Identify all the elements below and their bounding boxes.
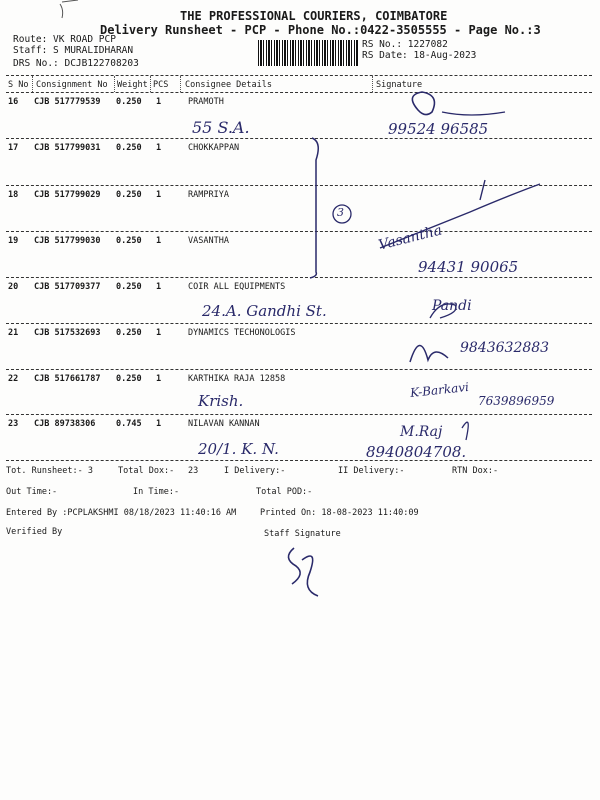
row-weight: 0.250: [116, 97, 142, 107]
handwriting-r19-phone: 94431 90065: [418, 258, 519, 276]
row-sno: 22: [8, 374, 19, 384]
row-consignee: DYNAMICS TECHONOLOGIS: [188, 328, 296, 338]
route-label: Route: VK ROAD PCP: [13, 34, 116, 45]
row-consignment: CJB 517799030: [34, 236, 101, 246]
staff-signature-label: Staff Signature: [264, 529, 341, 539]
handwriting-r23-address: 20/1. K. N.: [198, 440, 279, 458]
row-sno: 21: [8, 328, 19, 338]
row-consignment: CJB 517532693: [34, 328, 101, 338]
i-delivery: I Delivery:-: [224, 466, 286, 476]
row-consignee: VASANTHA: [188, 236, 229, 246]
row-sno: 16: [8, 97, 19, 107]
row-weight: 0.250: [116, 374, 142, 384]
in-time: In Time:-: [133, 487, 180, 497]
handwriting-r22-phone: 7639896959: [478, 394, 555, 408]
handwriting-r23-phone: 8940804708.: [366, 443, 467, 461]
row-sno: 19: [8, 236, 19, 246]
row-consignee: COIR ALL EQUIPMENTS: [188, 282, 286, 292]
row-consignment: CJB 89738306: [34, 419, 96, 429]
handwriting-r20-address: 24.A. Gandhi St.: [202, 302, 327, 320]
row-pcs: 1: [156, 374, 162, 384]
row-weight: 0.745: [116, 419, 142, 429]
staff-label: Staff: S MURALIDHARAN: [13, 45, 134, 56]
row-sno: 18: [8, 190, 19, 200]
row-consignee: KARTHIKA RAJA 12858: [188, 374, 286, 384]
row-consignment: CJB 517709377: [34, 282, 101, 292]
ii-delivery: II Delivery:-: [338, 466, 405, 476]
total-pod: Total POD:-: [256, 487, 313, 497]
verified-by: Verified By: [6, 527, 63, 537]
row-consignee: NILAVAN KANNAN: [188, 419, 260, 429]
col-pcs: PCS: [153, 80, 169, 90]
company-title: THE PROFESSIONAL COURIERS, COIMBATORE: [180, 9, 448, 23]
row-consignment: CJB 517661787: [34, 374, 101, 384]
row-pcs: 1: [156, 236, 162, 246]
col-signature: Signature: [376, 80, 423, 90]
handwriting-r16-signature: 99524 96585: [388, 120, 489, 138]
col-sno: S No: [8, 80, 29, 90]
row-consignment: CJB 517799031: [34, 143, 101, 153]
col-consignment: Consignment No: [36, 80, 108, 90]
row-consignee: CHOKKAPPAN: [188, 143, 240, 153]
row-pcs: 1: [156, 190, 162, 200]
row-pcs: 1: [156, 419, 162, 429]
col-weight: Weight: [117, 80, 148, 90]
row-consignee: PRAMOTH: [188, 97, 224, 107]
row-sno: 20: [8, 282, 19, 292]
row-weight: 0.250: [116, 328, 142, 338]
row-weight: 0.250: [116, 143, 142, 153]
handwriting-r16-address: 55 S.A.: [192, 118, 250, 137]
entered-by: Entered By :PCPLAKSHMI 08/18/2023 11:40:16 AM: [6, 508, 237, 518]
row-pcs: 1: [156, 143, 162, 153]
row-consignment: CJB 517799029: [34, 190, 101, 200]
handwriting-r23-name: M.Raj: [400, 424, 443, 440]
handwriting-r19-signature: Vasantha: [377, 222, 444, 254]
row-weight: 0.250: [116, 190, 142, 200]
rtn-dox: RTN Dox:-: [452, 466, 499, 476]
row-pcs: 1: [156, 282, 162, 292]
handwriting-r20-signature: Pandi: [432, 298, 472, 314]
rs-number: RS No.: 1227082: [362, 39, 448, 50]
rs-date: RS Date: 18-Aug-2023: [362, 50, 477, 61]
total-dox-value: 23: [188, 466, 199, 476]
handwriting-r22-name: K-Barkavi: [409, 379, 470, 401]
row-sno: 17: [8, 143, 19, 153]
out-time: Out Time:-: [6, 487, 58, 497]
handwriting-r22-address: Krish.: [198, 392, 244, 410]
row-weight: 0.250: [116, 236, 142, 246]
row-weight: 0.250: [116, 282, 142, 292]
drs-number: DRS No.: DCJB122708203: [13, 58, 139, 69]
col-consignee: Consignee Details: [185, 80, 272, 90]
handwriting-bracket-mark: 3: [337, 206, 344, 219]
total-dox-label: Total Dox:-: [118, 466, 175, 476]
printed-on: Printed On: 18-08-2023 11:40:09: [260, 508, 419, 518]
runsheet-title: Delivery Runsheet - PCP - Phone No.:0422-3505555 - Page No.:3: [100, 23, 541, 37]
row-sno: 23: [8, 419, 19, 429]
row-pcs: 1: [156, 328, 162, 338]
tot-runsheet: Tot. Runsheet:- 3: [6, 466, 93, 476]
row-consignee: RAMPRIYA: [188, 190, 229, 200]
handwriting-r21-signature: 9843632883: [460, 340, 550, 356]
row-consignment: CJB 517779539: [34, 97, 101, 107]
row-pcs: 1: [156, 97, 162, 107]
